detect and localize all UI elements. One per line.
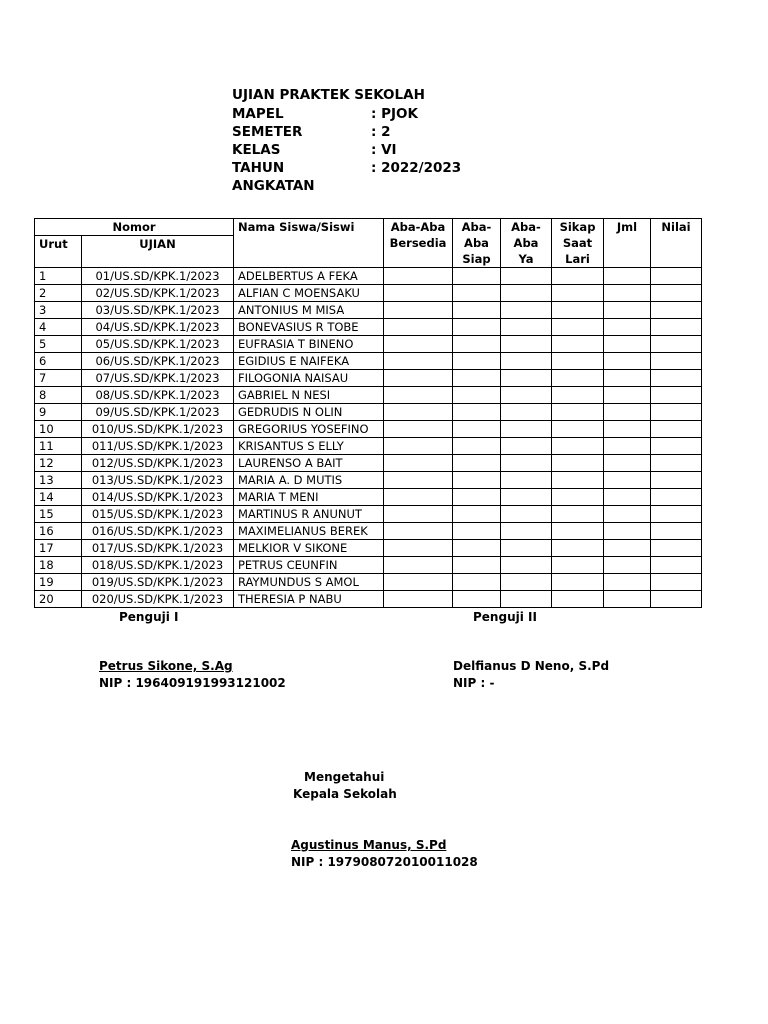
header-nomor: Nomor	[35, 219, 234, 236]
cell-nama: GABRIEL N NESI	[234, 387, 384, 404]
table-row	[35, 455, 702, 472]
table-row	[35, 472, 702, 489]
cell-nama: ALFIAN C MOENSAKU	[234, 285, 384, 302]
header-nilai: Nilai	[651, 219, 702, 268]
cell-nama: EUFRASIA T BINENO	[234, 336, 384, 353]
cell-aba-siap	[453, 472, 501, 489]
cell-nama: BONEVASIUS R TOBE	[234, 319, 384, 336]
cell-jml	[604, 472, 651, 489]
cell-aba-ya	[501, 574, 552, 591]
cell-ujian: 018/US.SD/KPK.1/2023	[82, 557, 234, 574]
header-urut: Urut	[35, 236, 82, 268]
cell-jml	[604, 370, 651, 387]
cell-aba-ya	[501, 268, 552, 285]
cell-urut: 6	[35, 353, 82, 370]
cell-aba-bersedia	[384, 557, 453, 574]
penguji-1-label: Penguji I	[119, 610, 179, 624]
cell-sikap-saat-lari	[552, 387, 604, 404]
table-row	[35, 353, 702, 370]
cell-ujian: 07/US.SD/KPK.1/2023	[82, 370, 234, 387]
cell-jml	[604, 353, 651, 370]
kepala-sekolah-label: Kepala Sekolah	[293, 787, 397, 801]
cell-ujian: 020/US.SD/KPK.1/2023	[82, 591, 234, 608]
cell-jml	[604, 336, 651, 353]
cell-aba-bersedia	[384, 370, 453, 387]
cell-aba-bersedia	[384, 574, 453, 591]
cell-aba-bersedia	[384, 302, 453, 319]
cell-jml	[604, 540, 651, 557]
cell-nilai	[651, 574, 702, 591]
field-value: : PJOK	[371, 106, 418, 122]
cell-ujian: 04/US.SD/KPK.1/2023	[82, 319, 234, 336]
cell-aba-bersedia	[384, 523, 453, 540]
table-body	[35, 268, 702, 608]
cell-aba-bersedia	[384, 438, 453, 455]
cell-aba-ya	[501, 472, 552, 489]
cell-ujian: 05/US.SD/KPK.1/2023	[82, 336, 234, 353]
cell-aba-bersedia	[384, 285, 453, 302]
cell-ujian: 011/US.SD/KPK.1/2023	[82, 438, 234, 455]
penguji-1-name: Petrus Sikone, S.Ag	[99, 659, 233, 673]
table-row	[35, 302, 702, 319]
cell-jml	[604, 387, 651, 404]
cell-nilai	[651, 336, 702, 353]
cell-nilai	[651, 557, 702, 574]
cell-nilai	[651, 421, 702, 438]
cell-aba-bersedia	[384, 268, 453, 285]
cell-nilai	[651, 472, 702, 489]
cell-aba-bersedia	[384, 421, 453, 438]
cell-nama: KRISANTUS S ELLY	[234, 438, 384, 455]
cell-ujian: 013/US.SD/KPK.1/2023	[82, 472, 234, 489]
cell-ujian: 08/US.SD/KPK.1/2023	[82, 387, 234, 404]
cell-urut: 1	[35, 268, 82, 285]
cell-aba-bersedia	[384, 387, 453, 404]
header-nama: Nama Siswa/Siswi	[234, 219, 384, 268]
field-label: SEMETER	[232, 124, 303, 140]
cell-aba-siap	[453, 404, 501, 421]
cell-aba-ya	[501, 387, 552, 404]
cell-aba-ya	[501, 523, 552, 540]
cell-jml	[604, 404, 651, 421]
cell-jml	[604, 489, 651, 506]
cell-sikap-saat-lari	[552, 540, 604, 557]
table-row	[35, 438, 702, 455]
cell-nilai	[651, 540, 702, 557]
cell-aba-ya	[501, 489, 552, 506]
table-row	[35, 404, 702, 421]
field-label: TAHUN ANGKATAN	[232, 160, 315, 194]
table-row	[35, 285, 702, 302]
cell-aba-bersedia	[384, 506, 453, 523]
cell-aba-siap	[453, 591, 501, 608]
field-value: : 2022/2023	[371, 160, 462, 176]
header-sikap-saat-lari: Sikap Saat Lari	[552, 219, 604, 268]
cell-jml	[604, 268, 651, 285]
cell-jml	[604, 285, 651, 302]
cell-aba-siap	[453, 438, 501, 455]
cell-sikap-saat-lari	[552, 472, 604, 489]
cell-jml	[604, 319, 651, 336]
cell-aba-siap	[453, 336, 501, 353]
cell-jml	[604, 302, 651, 319]
cell-aba-siap	[453, 319, 501, 336]
cell-urut: 2	[35, 285, 82, 302]
mengetahui-label: Mengetahui	[304, 770, 385, 784]
cell-aba-bersedia	[384, 540, 453, 557]
cell-urut: 9	[35, 404, 82, 421]
table-row	[35, 506, 702, 523]
cell-urut: 16	[35, 523, 82, 540]
table-row	[35, 268, 702, 285]
cell-urut: 7	[35, 370, 82, 387]
cell-sikap-saat-lari	[552, 438, 604, 455]
cell-aba-ya	[501, 302, 552, 319]
cell-nama: EGIDIUS E NAIFEKA	[234, 353, 384, 370]
header-aba-bersedia: Aba-Aba Bersedia	[384, 219, 453, 268]
header-aba-ya: Aba- Aba Ya	[501, 219, 552, 268]
cell-jml	[604, 438, 651, 455]
cell-nama: FILOGONIA NAISAU	[234, 370, 384, 387]
cell-nama: GREGORIUS YOSEFINO	[234, 421, 384, 438]
penguji-1-nip: NIP : 196409191993121002	[99, 676, 286, 690]
cell-aba-siap	[453, 455, 501, 472]
cell-nama: MARIA T MENI	[234, 489, 384, 506]
cell-ujian: 010/US.SD/KPK.1/2023	[82, 421, 234, 438]
cell-ujian: 06/US.SD/KPK.1/2023	[82, 353, 234, 370]
cell-nilai	[651, 353, 702, 370]
cell-aba-ya	[501, 421, 552, 438]
cell-nama: MARTINUS R ANUNUT	[234, 506, 384, 523]
field-label: KELAS	[232, 142, 281, 158]
penguji-2-name: Delfianus D Neno, S.Pd	[453, 659, 610, 673]
cell-aba-siap	[453, 557, 501, 574]
cell-aba-bersedia	[384, 591, 453, 608]
cell-nilai	[651, 506, 702, 523]
cell-ujian: 014/US.SD/KPK.1/2023	[82, 489, 234, 506]
cell-jml	[604, 506, 651, 523]
cell-nama: RAYMUNDUS S AMOL	[234, 574, 384, 591]
cell-jml	[604, 421, 651, 438]
document-header	[232, 86, 462, 194]
cell-urut: 5	[35, 336, 82, 353]
cell-aba-bersedia	[384, 404, 453, 421]
cell-sikap-saat-lari	[552, 421, 604, 438]
cell-aba-bersedia	[384, 336, 453, 353]
cell-aba-ya	[501, 506, 552, 523]
cell-aba-bersedia	[384, 455, 453, 472]
penguji-2-nip: NIP : -	[453, 676, 495, 690]
cell-nilai	[651, 404, 702, 421]
cell-sikap-saat-lari	[552, 557, 604, 574]
cell-urut: 3	[35, 302, 82, 319]
cell-urut: 13	[35, 472, 82, 489]
cell-nama: LAURENSO A BAIT	[234, 455, 384, 472]
cell-nama: MAXIMELIANUS BEREK	[234, 523, 384, 540]
cell-sikap-saat-lari	[552, 285, 604, 302]
cell-nilai	[651, 268, 702, 285]
cell-aba-siap	[453, 506, 501, 523]
cell-nilai	[651, 387, 702, 404]
cell-nama: ADELBERTUS A FEKA	[234, 268, 384, 285]
field-mapel	[232, 105, 461, 123]
cell-aba-siap	[453, 302, 501, 319]
cell-nilai	[651, 591, 702, 608]
cell-aba-ya	[501, 540, 552, 557]
cell-aba-siap	[453, 489, 501, 506]
field-value: : 2	[371, 124, 391, 140]
cell-ujian: 019/US.SD/KPK.1/2023	[82, 574, 234, 591]
cell-sikap-saat-lari	[552, 319, 604, 336]
cell-aba-bersedia	[384, 319, 453, 336]
cell-aba-ya	[501, 285, 552, 302]
cell-urut: 17	[35, 540, 82, 557]
cell-jml	[604, 574, 651, 591]
kepala-sekolah-name: Agustinus Manus, S.Pd	[291, 838, 447, 852]
cell-nilai	[651, 455, 702, 472]
cell-nama: ANTONIUS M MISA	[234, 302, 384, 319]
cell-urut: 19	[35, 574, 82, 591]
cell-aba-siap	[453, 285, 501, 302]
cell-sikap-saat-lari	[552, 489, 604, 506]
table-row	[35, 591, 702, 608]
table-row	[35, 557, 702, 574]
cell-urut: 20	[35, 591, 82, 608]
cell-jml	[604, 557, 651, 574]
field-tahun-angkatan	[232, 159, 462, 194]
cell-ujian: 09/US.SD/KPK.1/2023	[82, 404, 234, 421]
document-title: UJIAN PRAKTEK SEKOLAH	[232, 87, 425, 103]
cell-nilai	[651, 302, 702, 319]
cell-sikap-saat-lari	[552, 302, 604, 319]
cell-aba-ya	[501, 319, 552, 336]
header-ujian: UJIAN	[82, 236, 234, 268]
cell-aba-ya	[501, 353, 552, 370]
cell-urut: 4	[35, 319, 82, 336]
header-jml: Jml	[604, 219, 651, 268]
field-value: : VI	[371, 142, 397, 158]
cell-sikap-saat-lari	[552, 455, 604, 472]
cell-aba-ya	[501, 336, 552, 353]
cell-nilai	[651, 319, 702, 336]
table-row	[35, 574, 702, 591]
cell-aba-bersedia	[384, 472, 453, 489]
table-row	[35, 540, 702, 557]
cell-sikap-saat-lari	[552, 404, 604, 421]
cell-nilai	[651, 438, 702, 455]
table-row	[35, 370, 702, 387]
field-label: MAPEL	[232, 106, 284, 122]
cell-aba-siap	[453, 574, 501, 591]
table-row	[35, 336, 702, 353]
score-table	[34, 218, 702, 608]
cell-urut: 15	[35, 506, 82, 523]
table-row	[35, 387, 702, 404]
cell-aba-bersedia	[384, 489, 453, 506]
cell-nilai	[651, 285, 702, 302]
cell-nilai	[651, 523, 702, 540]
cell-sikap-saat-lari	[552, 506, 604, 523]
cell-sikap-saat-lari	[552, 574, 604, 591]
cell-jml	[604, 591, 651, 608]
cell-ujian: 03/US.SD/KPK.1/2023	[82, 302, 234, 319]
cell-sikap-saat-lari	[552, 370, 604, 387]
cell-sikap-saat-lari	[552, 268, 604, 285]
cell-aba-siap	[453, 523, 501, 540]
cell-nilai	[651, 489, 702, 506]
cell-sikap-saat-lari	[552, 353, 604, 370]
cell-aba-ya	[501, 455, 552, 472]
cell-aba-siap	[453, 387, 501, 404]
cell-aba-siap	[453, 421, 501, 438]
cell-aba-siap	[453, 540, 501, 557]
cell-ujian: 02/US.SD/KPK.1/2023	[82, 285, 234, 302]
cell-urut: 10	[35, 421, 82, 438]
cell-nama: THERESIA P NABU	[234, 591, 384, 608]
field-semester	[232, 123, 461, 141]
cell-nama: MARIA A. D MUTIS	[234, 472, 384, 489]
table-row	[35, 489, 702, 506]
cell-aba-ya	[501, 557, 552, 574]
field-kelas	[232, 141, 461, 159]
table-row	[35, 421, 702, 438]
kepala-sekolah-nip: NIP : 197908072010011028	[291, 855, 478, 869]
table-row	[35, 523, 702, 540]
cell-aba-ya	[501, 370, 552, 387]
cell-nama: GEDRUDIS N OLIN	[234, 404, 384, 421]
cell-urut: 14	[35, 489, 82, 506]
cell-ujian: 012/US.SD/KPK.1/2023	[82, 455, 234, 472]
cell-urut: 11	[35, 438, 82, 455]
cell-ujian: 017/US.SD/KPK.1/2023	[82, 540, 234, 557]
cell-ujian: 016/US.SD/KPK.1/2023	[82, 523, 234, 540]
cell-aba-ya	[501, 404, 552, 421]
cell-nama: PETRUS CEUNFIN	[234, 557, 384, 574]
table-row	[35, 319, 702, 336]
cell-jml	[604, 523, 651, 540]
cell-aba-siap	[453, 268, 501, 285]
cell-ujian: 015/US.SD/KPK.1/2023	[82, 506, 234, 523]
cell-urut: 8	[35, 387, 82, 404]
cell-urut: 18	[35, 557, 82, 574]
penguji-2-label: Penguji II	[473, 610, 537, 624]
cell-aba-ya	[501, 438, 552, 455]
cell-nama: MELKIOR V SIKONE	[234, 540, 384, 557]
cell-urut: 12	[35, 455, 82, 472]
cell-aba-siap	[453, 370, 501, 387]
cell-aba-bersedia	[384, 353, 453, 370]
header-aba-siap: Aba- Aba Siap	[453, 219, 501, 268]
cell-nilai	[651, 370, 702, 387]
cell-sikap-saat-lari	[552, 591, 604, 608]
cell-ujian: 01/US.SD/KPK.1/2023	[82, 268, 234, 285]
cell-sikap-saat-lari	[552, 336, 604, 353]
cell-jml	[604, 455, 651, 472]
cell-aba-ya	[501, 591, 552, 608]
cell-sikap-saat-lari	[552, 523, 604, 540]
cell-aba-siap	[453, 353, 501, 370]
